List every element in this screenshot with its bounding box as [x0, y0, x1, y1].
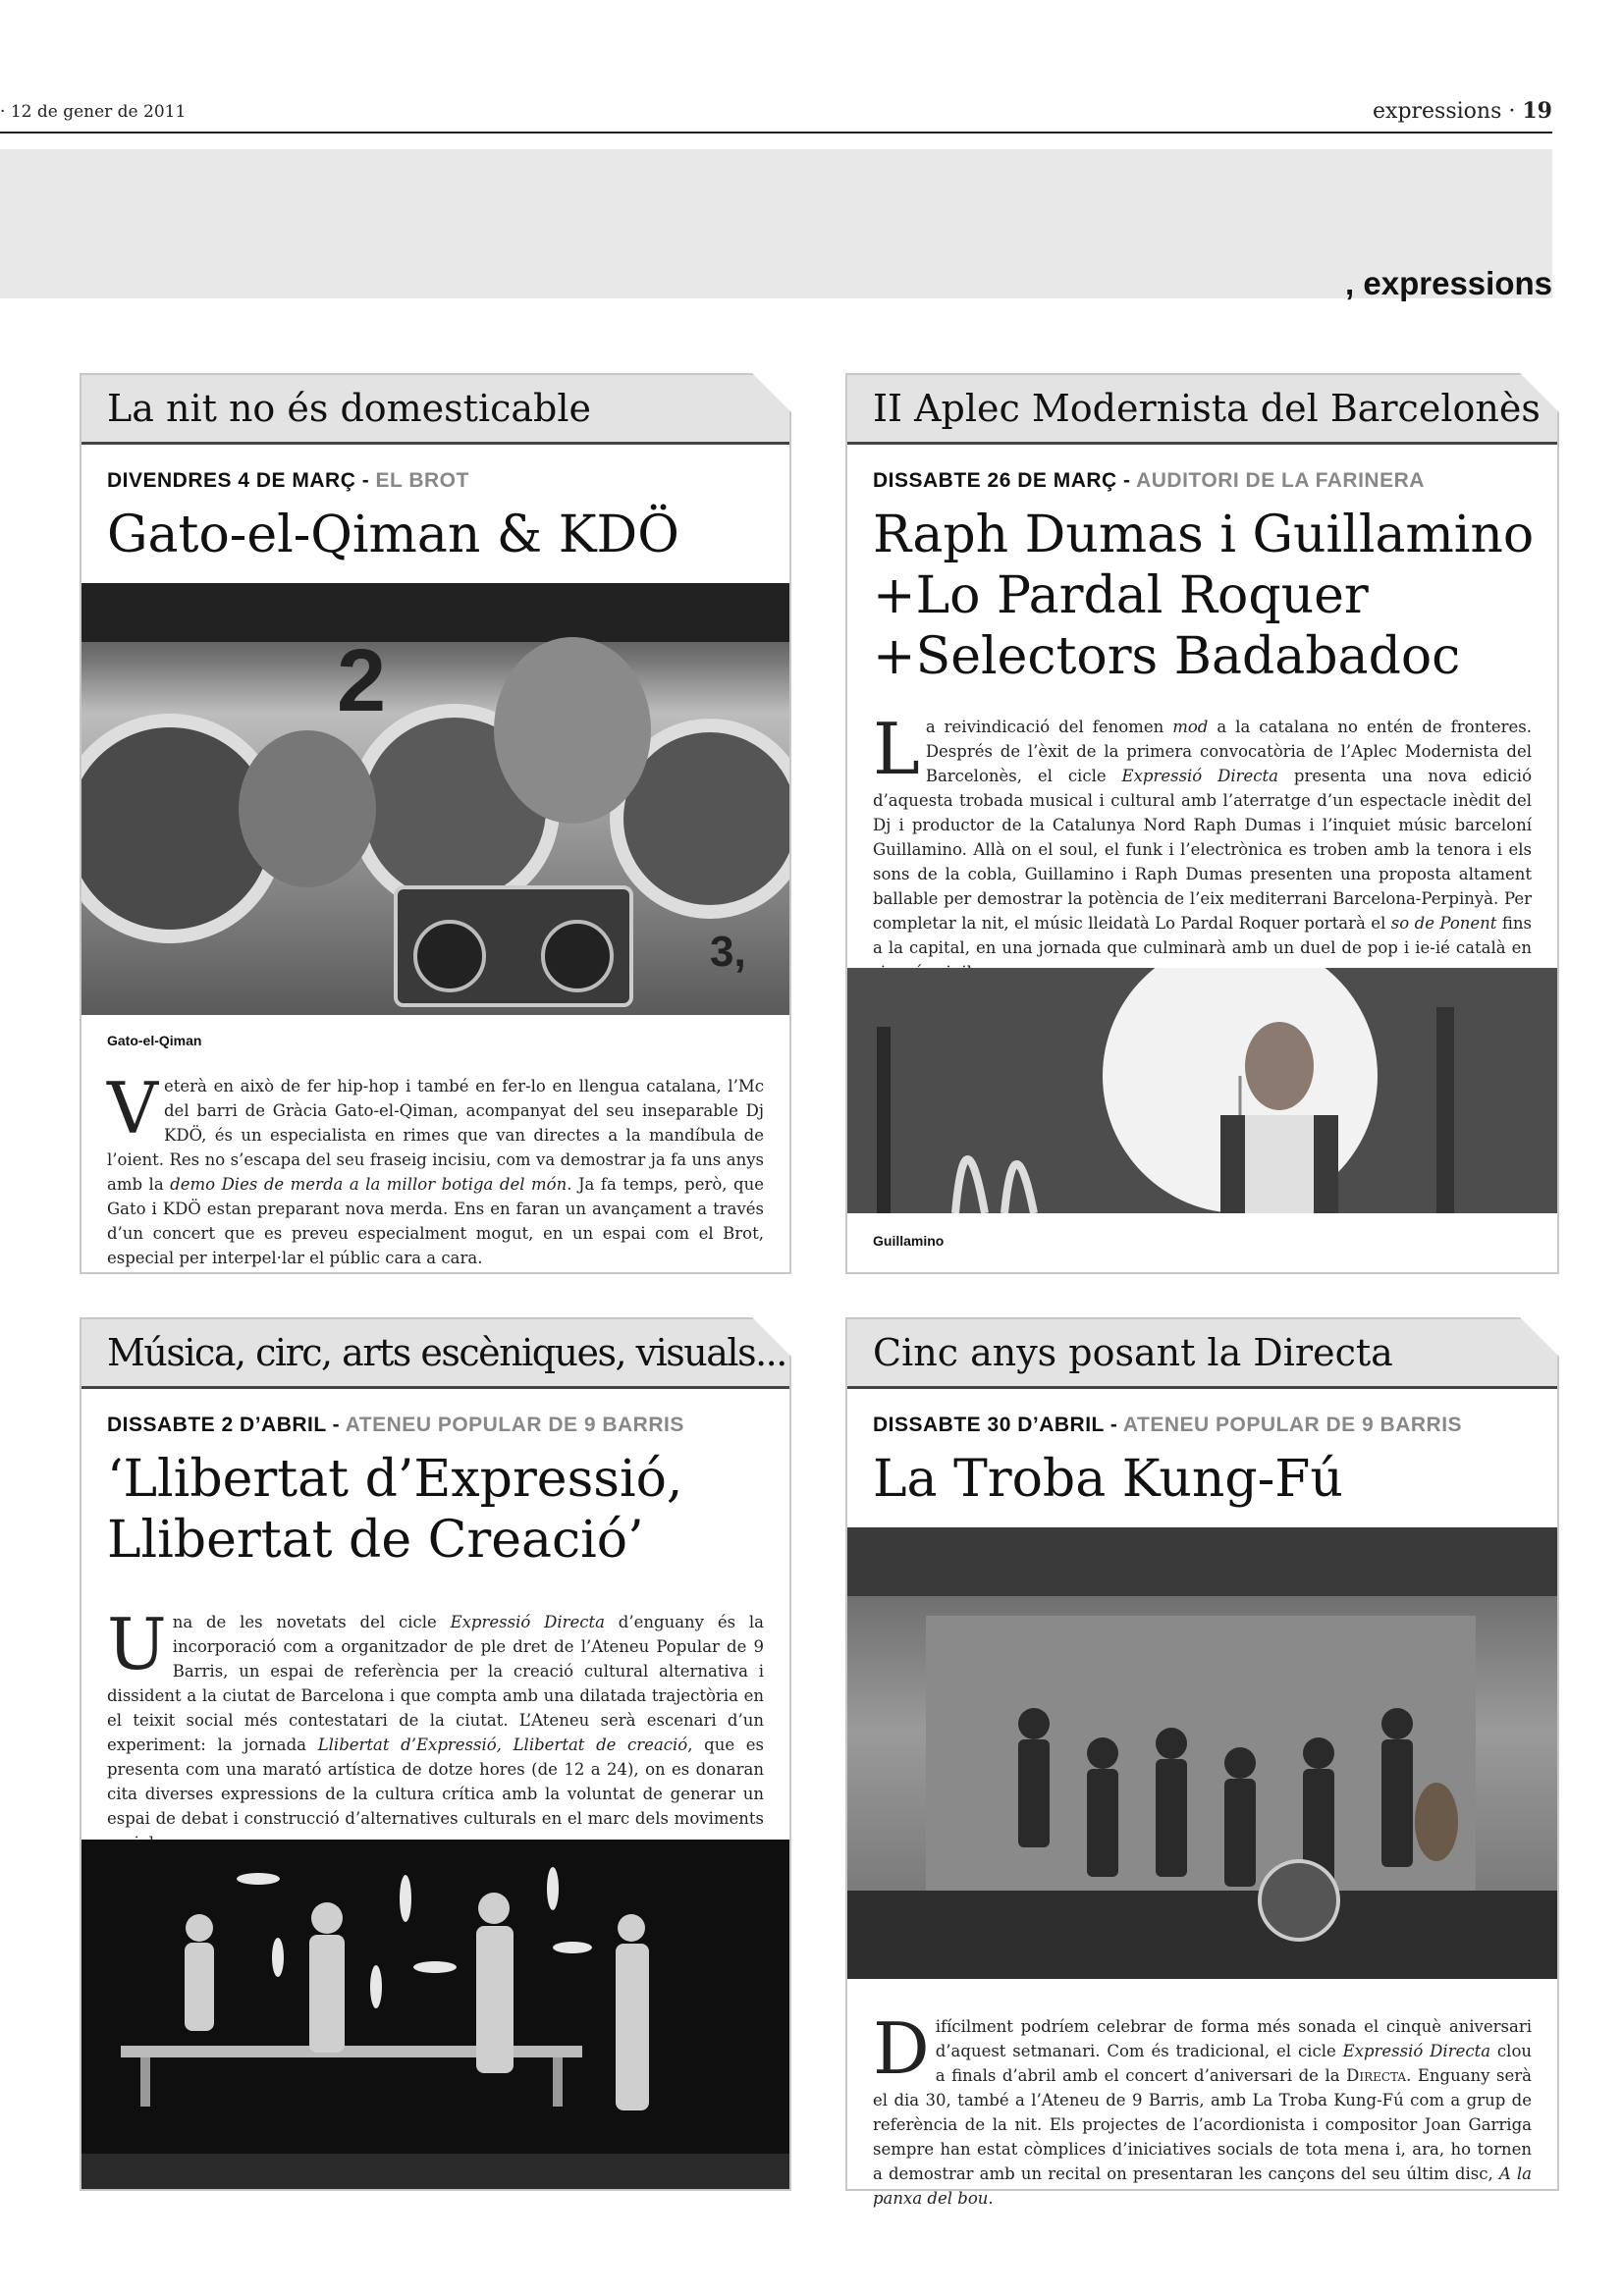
- article-body: Difícilment podríem celebrar de forma més sonada el cinquè aniversari d’aquest setmanari. Com és tradicional, el cicle Expressió Directa clou a finals d’abril amb el concert d’aniversari de la Directa. Enguany serà el dia 30, també a l’Ateneu de 9 Barris, amb La Troba Kung-Fú com a grup de referència de la nit. Els projectes de l’acordionista i compositor Joan Garriga sempre han estat còmplices d’iniciatives socials de tota mena i, ara, ho tornen a demostrar amb un recital on presentaran les cançons del seu últim disc, A la panxa del bou.: [873, 2007, 1533, 2208]
- event-kicker: DISSABTE 26 DE MARÇ - AUDITORI DE LA FARINERA: [873, 469, 1425, 492]
- event-date: DISSABTE 26 DE MARÇ: [873, 469, 1117, 492]
- page-date: · 12 de gener de 2011: [0, 102, 187, 122]
- svg-text:2: 2: [337, 632, 387, 730]
- event-kicker: DIVENDRES 4 DE MARÇ - EL BROT: [107, 469, 469, 492]
- drop-cap: V: [107, 1067, 158, 1149]
- article-photo: [81, 583, 789, 1015]
- article-section-header: [81, 1319, 789, 1386]
- umbrella-illustration: [847, 968, 1557, 1213]
- event-venue: EL BROT: [375, 469, 469, 492]
- article-photo: [847, 1527, 1557, 1979]
- article-title: Raph Dumas i Guillamino +Lo Pardal Roquer +Selectors Badabadoc: [873, 506, 1535, 686]
- event-date: DISSABTE 30 D’ABRIL: [873, 1414, 1105, 1436]
- event-kicker: DISSABTE 30 D’ABRIL - ATENEU POPULAR DE 9 BARRIS: [873, 1414, 1463, 1436]
- article-llibertat-expressio: [80, 1317, 791, 2191]
- article-body: Veterà en això de fer hip-hop i també en fer-lo en llengua catalana, l’Mc del barri de Gràcia Gato-el-Qiman, acompanyat del seu inseparable Dj KDÖ, és un especialista en rimes que van directes a la mandíbula de l’oient. Res no s’escapa del seu fraseig incisiu, com va demostrar ja fa uns anys amb la demo Dies de merda a la millor botiga del món. Ja fa temps, però, que Gato i KDÖ estan preparant nova merda. Ens en faran un avançament a través d’un concert que es preveu especialment mogut, en un espai com el Brot, especial per interpel·lar el públic cara a cara.: [107, 1067, 765, 1267]
- event-venue: ATENEU POPULAR DE 9 BARRIS: [1122, 1414, 1463, 1436]
- photo-caption: Guillamino: [873, 1233, 945, 1249]
- article-title: Gato-el-Qiman & KDÖ: [107, 506, 679, 564]
- article-title: ‘Llibertat d’Expressió, Llibertat de Creació’: [107, 1450, 683, 1570]
- article-section-header: [847, 375, 1557, 442]
- article-section-header: [81, 375, 789, 442]
- article-body: Una de les novetats del cicle Expressió Directa d’enguany és la incorporació com a organitzador de ple dret de l’Ateneu Popular de 9 Barris, un espai de referència per la creació cultural alternativa i dissident a la ciutat de Barcelona i que compta amb una dilatada trajectòria en el teixit social més contestatari de la ciutat. L’Ateneu serà escenari d’un experiment: la jornada Llibertat d’Expressió, Llibertat de creació, que es presenta com una marató artística de dotze hores (de 12 a 24), on es donaran cita diverses expressions de la cultura crítica amb la voluntat de generar un espai de debat i construcció d’alternatives culturals en el marc dels moviments: [107, 1603, 764, 1828]
- page-section-label: expressions · 19: [1373, 98, 1552, 124]
- article-title: La Troba Kung-Fú: [873, 1450, 1343, 1509]
- section-banner: [0, 149, 1552, 298]
- article-photo: [81, 1840, 789, 2189]
- photo-caption: Gato-el-Qiman: [107, 1033, 202, 1048]
- section-banner-title: , expressions: [1345, 265, 1552, 301]
- svg-text:3,: 3,: [710, 928, 746, 976]
- band-illustration: [847, 1527, 1557, 1979]
- page-number: 19: [1522, 98, 1552, 124]
- drop-cap: L: [873, 708, 920, 790]
- article-section-title: La nit no és domesticable: [107, 387, 591, 430]
- laundromat-illustration: [81, 583, 789, 1015]
- event-venue: ATENEU POPULAR DE 9 BARRIS: [345, 1414, 684, 1436]
- article-section-title: Cinc anys posant la Directa: [873, 1331, 1393, 1374]
- article-gato-el-qiman: [80, 373, 791, 1274]
- article-section-header: [847, 1319, 1557, 1386]
- article-section-title: Música, circ, arts escèniques, visuals...: [107, 1331, 786, 1374]
- event-venue: AUDITORI DE LA FARINERA: [1136, 469, 1425, 492]
- article-body: La reivindicació del fenomen mod a la catalana no entén de fronteres. Després de l’èxit de la primera convocatòria de l’Aplec Modernista del Barcelonès, el cicle Expressió Directa presenta una nova edició d’aquesta trobada musical i cultural amb l’aterratge d’un espectacle inèdit del Dj i productor de la Catalunya Nord Raph Dumas i l’inquiet músic barceloní Guillamino. Allà on el soul, el funk i l’electrònica es troben amb la tenora i els sons de la cobla, Guillamino i Raph Dumas presenten una proposta altament ballable per demostrar la potència de l’eix mediterrani Barcelona-Perpinyà. Per completar la nit, el músic lleidatà Lo Pardal Roquer portarà el so de Ponent fins a la capital, en una jornada que culminarà amb un duel de pop i ie-ié català en: [873, 708, 1533, 957]
- article-photo: [847, 968, 1557, 1213]
- event-kicker: DISSABTE 2 D’ABRIL - ATENEU POPULAR DE 9 BARRIS: [107, 1414, 684, 1436]
- article-section-title: II Aplec Modernista del Barcelonès: [873, 387, 1541, 430]
- drop-cap: U: [107, 1603, 167, 1685]
- event-date: DISSABTE 2 D’ABRIL: [107, 1414, 327, 1436]
- header-rule: [0, 132, 1552, 133]
- event-date: DIVENDRES 4 DE MARÇ: [107, 469, 356, 492]
- article-aplec-modernista: [845, 373, 1559, 1274]
- article-troba-kung-fu: [845, 1317, 1559, 2208]
- jugglers-illustration: [81, 1840, 789, 2189]
- drop-cap: D: [873, 2007, 930, 2090]
